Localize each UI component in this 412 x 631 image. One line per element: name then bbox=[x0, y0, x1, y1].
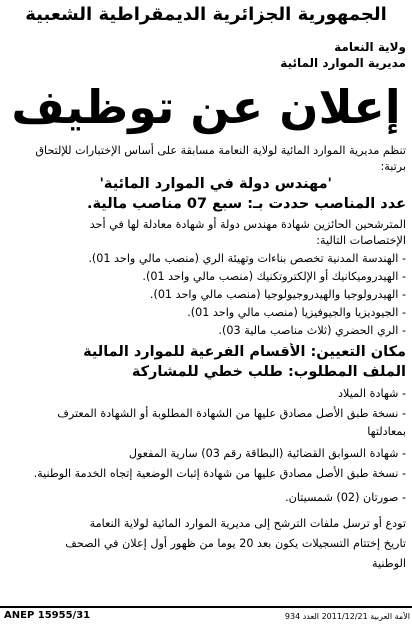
specialty-item: - الهيدروميكانيك أو الإلكتروتكنيك (منصب مالي واحد 01). bbox=[142, 270, 406, 283]
closing-line-1: تودع أو ترسل ملفات الترشح إلى مديرية الموارد المائية لولاية النعامة bbox=[89, 517, 406, 530]
document-item: - شهادة السوابق القضائية (البطاقة رقم 03) سارية المفعول bbox=[128, 447, 406, 460]
document-item: - صورتان (02) شمسيتان. bbox=[285, 491, 406, 504]
document-item: - شهادة الميلاد bbox=[338, 387, 406, 400]
directorate-name: مديرية الموارد المائية bbox=[280, 56, 406, 70]
republic-title: الجمهورية الجزائرية الديمقراطية الشعبية bbox=[25, 4, 387, 25]
positions-count: عدد المناصب حددت بـ: سبع 07 مناصب مالية. bbox=[86, 196, 406, 212]
grade-title: 'مهندس دولة في الموارد المائية' bbox=[99, 176, 332, 192]
specialty-item: - الهندسة المدنية تخصص بناءات وتهيئة الري (منصب مالي واحد 01). bbox=[88, 252, 406, 265]
intro-line-2: برتبة: bbox=[380, 160, 406, 173]
eligibility-line-2: الإختصاصات التالية: bbox=[316, 234, 406, 247]
anep-reference: ANEP 15955/31 bbox=[4, 610, 91, 621]
document-item: - نسخة طبق الأصل مصادق عليها من الشهادة المطلوبة أو الشهادة المعترف bbox=[57, 407, 406, 420]
specialty-item: - الهيدرولوجيا والهيدروجيولوجيا (منصب مالي واحد 01). bbox=[149, 288, 406, 301]
closing-line-2: تاريخ إختتام التسجيلات يكون بعد 20 يوما من ظهور أول إعلان في الصحف bbox=[65, 537, 406, 550]
specialty-item: - الري الحضري (ثلاث مناصب مالية 03). bbox=[218, 324, 406, 337]
closing-line-3: الوطنية bbox=[372, 557, 406, 570]
wilaya-name: ولاية النعامة bbox=[334, 40, 406, 54]
newspaper-source: الأمة العربية 2011/12/21 العدد 934 bbox=[285, 612, 410, 621]
file-required: الملف المطلوب: طلب خطي للمشاركة bbox=[131, 364, 406, 380]
document-item: - نسخة طبق الأصل مصادق عليها من شهادة إثبات الوضعية إتجاه الخدمة الوطنية. bbox=[33, 467, 406, 480]
intro-line-1: تنظم مديرية الموارد المائية لولاية النعامة مسابقة على أساس الإختبارات للإلتحاق bbox=[35, 144, 406, 157]
headline: إعلان عن توظيف bbox=[11, 80, 401, 134]
eligibility-line-1: المترشحين الحائزين شهادة مهندس دولة أو شهادة معادلة لها في أحد bbox=[89, 218, 406, 231]
footer-divider bbox=[0, 606, 412, 608]
specialty-item: - الجيوديزيا والجيوفيزيا (منصب مالي واحد 01). bbox=[187, 306, 406, 319]
document-item: بمعادلتها bbox=[367, 425, 406, 438]
workplace: مكان التعيين: الأقسام الفرعية للموارد المالية bbox=[83, 344, 406, 360]
